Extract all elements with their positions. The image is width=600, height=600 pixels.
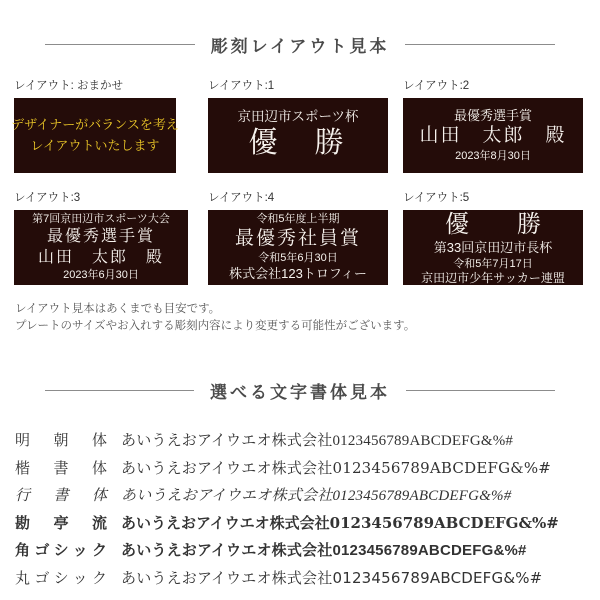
plate-line: 令和5年度上半期 bbox=[256, 213, 340, 226]
plate-line: 株式会社123トロフィー bbox=[229, 265, 367, 281]
engraving-plate-5 bbox=[403, 210, 583, 285]
font-sample-table bbox=[15, 429, 600, 594]
plate-label: レイアウト:3 bbox=[14, 192, 81, 204]
plate-line: デザイナーがバランスを考え bbox=[11, 116, 179, 132]
font-row-gyosho bbox=[15, 484, 600, 512]
plate-line: 令和5年6月30日 bbox=[258, 252, 338, 265]
layout-section-header bbox=[45, 0, 555, 57]
plate-label: レイアウト:2 bbox=[403, 80, 470, 92]
font-row-kantei bbox=[15, 512, 600, 540]
plate-line: 最優秀選手賞 bbox=[46, 227, 155, 245]
plate-cell-layout4 bbox=[208, 189, 388, 285]
font-style-name: 角ゴシック bbox=[15, 542, 107, 560]
plate-cell-layout2 bbox=[403, 77, 583, 173]
plate-label: レイアウト: おまかせ bbox=[14, 80, 123, 92]
plate-cell-layout5 bbox=[403, 189, 583, 285]
plates-grid bbox=[0, 77, 600, 285]
plate-line: 第33回京田辺市長杯 bbox=[433, 239, 553, 255]
engraving-plate-1 bbox=[208, 98, 388, 173]
font-style-sample: あいうえおアイウエオ株式会社0123456789ABCDEFG&%# bbox=[121, 568, 543, 587]
plate-line: 京田辺市少年サッカー連盟 bbox=[421, 270, 565, 285]
font-style-name: 勘亭流 bbox=[15, 513, 107, 532]
engraving-plate-2 bbox=[403, 98, 583, 173]
plate-line: 令和5年7月17日 bbox=[453, 257, 533, 270]
plate-line: 京田辺市スポーツ杯 bbox=[237, 108, 359, 124]
plate-cell-layout1 bbox=[208, 77, 388, 173]
font-row-kaku-gothic bbox=[15, 539, 600, 567]
font-style-sample: あいうえおアイウエオ株式会社0123456789ABCDEFG&%# bbox=[121, 458, 552, 477]
font-row-mincho bbox=[15, 429, 600, 457]
plate-line: レイアウトいたします bbox=[30, 137, 160, 153]
plate-cell-omakase bbox=[11, 77, 179, 173]
divider-line-left bbox=[45, 390, 194, 391]
plate-line: 第7回京田辺市スポーツ大会 bbox=[32, 213, 170, 226]
plate-label: レイアウト:4 bbox=[208, 192, 275, 204]
plate-line: 山田 太郎 殿 bbox=[419, 125, 567, 147]
layout-section-title: 彫刻レイアウト見本 bbox=[210, 37, 390, 56]
font-section-title: 選べる文字書体見本 bbox=[210, 383, 390, 403]
engraving-plate-omakase bbox=[11, 98, 179, 173]
plate-label: レイアウト:5 bbox=[403, 192, 470, 204]
font-style-sample: あいうえおアイウエオ株式会社0123456789ABCDEFG&%# bbox=[121, 433, 514, 450]
plate-line: 2023年6月30日 bbox=[63, 269, 139, 282]
font-style-sample: あいうえおアイウエオ株式会社0123456789ABCDEFG&%# bbox=[121, 513, 559, 532]
font-style-name: 楷書体 bbox=[15, 458, 107, 477]
font-style-sample: あいうえおアイウエオ株式会社0123456789ABCDEFG&%# bbox=[121, 542, 527, 560]
plate-line: 2023年8月30日 bbox=[455, 150, 531, 163]
font-style-name: 明朝体 bbox=[15, 433, 107, 450]
divider-line-right bbox=[405, 44, 555, 45]
layout-note-line: プレートのサイズやお入れする彫刻内容により変更する可能性がございます。 bbox=[15, 319, 416, 332]
plates-row-1 bbox=[11, 77, 600, 173]
plate-line: 最優秀社員賞 bbox=[234, 227, 361, 249]
font-row-kaisho bbox=[15, 457, 600, 485]
plate-cell-layout3 bbox=[14, 189, 188, 285]
engraving-plate-3 bbox=[14, 210, 188, 285]
layout-notes bbox=[15, 301, 600, 334]
engraving-plate-4 bbox=[208, 210, 388, 285]
divider-line-left bbox=[45, 44, 195, 45]
plate-line: 優 勝 bbox=[445, 210, 541, 238]
layout-note-line: レイアウト見本はあくまでも目安です。 bbox=[15, 303, 221, 315]
plate-line: 優 勝 bbox=[248, 127, 348, 160]
plate-line: 最優秀選手賞 bbox=[453, 107, 532, 123]
font-section-header bbox=[45, 378, 555, 403]
font-style-sample: あいうえおアイウエオ株式会社0123456789ABCDEFG&%# bbox=[121, 488, 512, 505]
divider-line-right bbox=[406, 390, 555, 391]
plate-label: レイアウト:1 bbox=[208, 80, 275, 92]
plates-row-2 bbox=[14, 189, 600, 285]
font-style-name: 丸ゴシック bbox=[15, 568, 107, 587]
font-row-maru-gothic bbox=[15, 567, 600, 595]
plate-line: 山田 太郎 殿 bbox=[37, 248, 164, 266]
font-style-name: 行書体 bbox=[15, 488, 107, 505]
